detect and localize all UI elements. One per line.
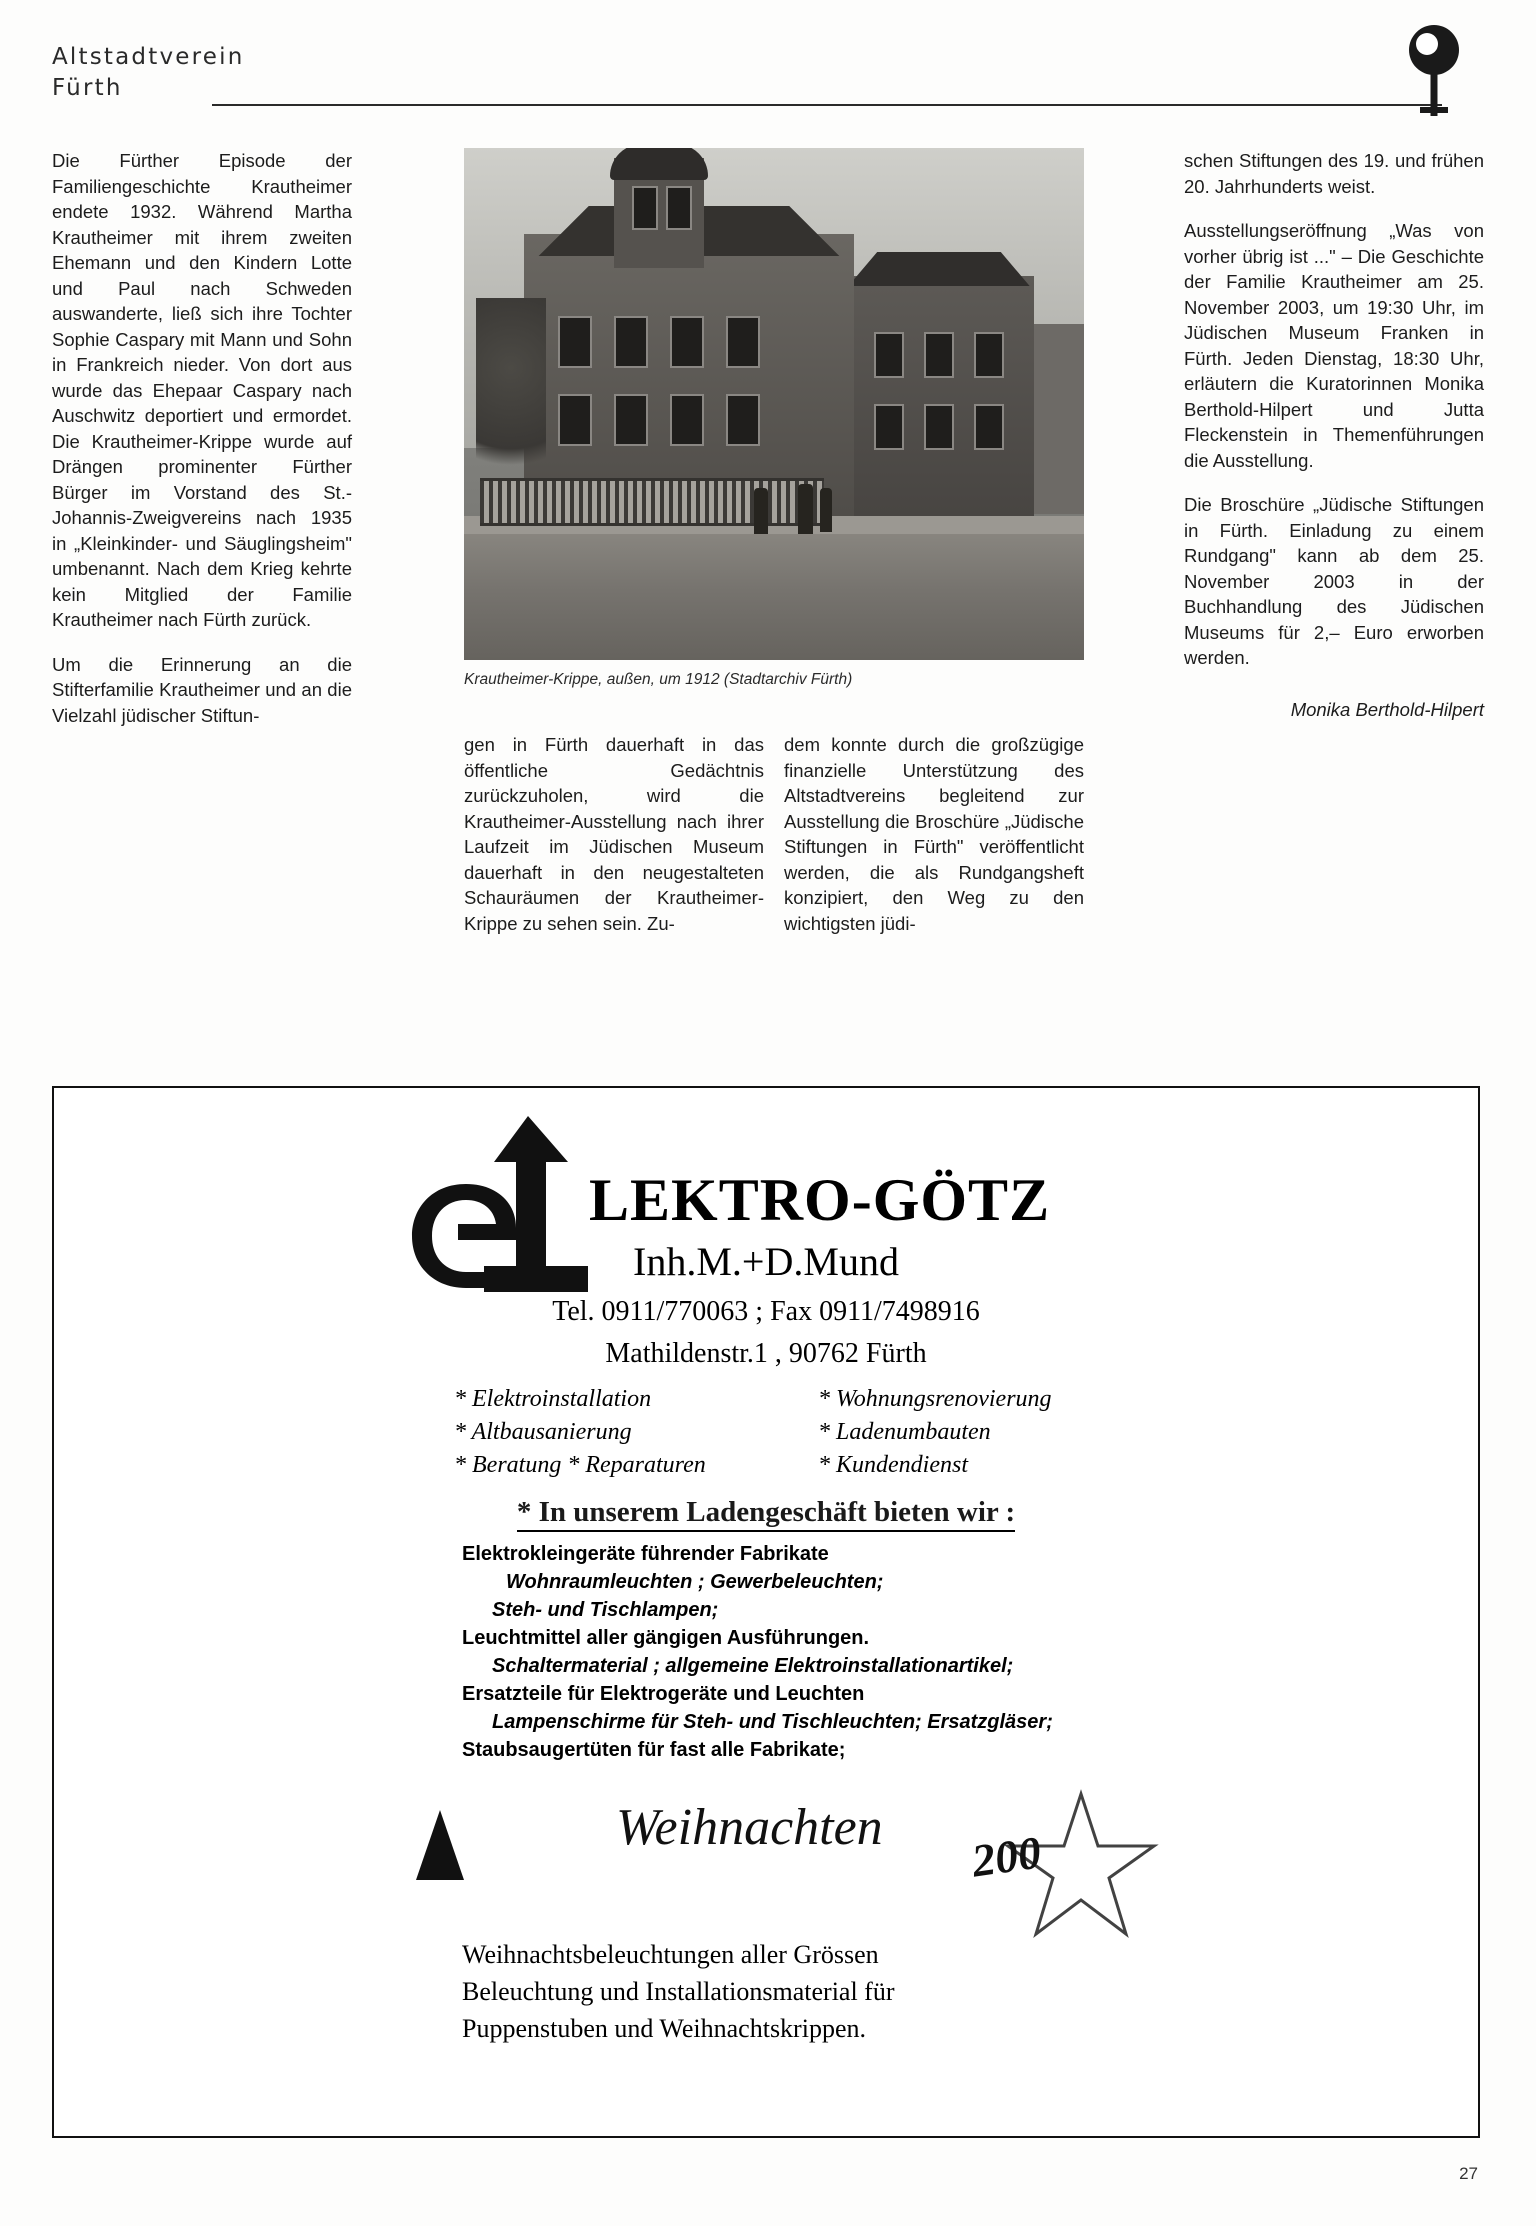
ad-shop-item: Leuchtmittel aller gängigen Ausführungen. [462, 1627, 870, 1649]
ad-service-item: * Elektroinstallation [454, 1386, 652, 1412]
photo-window [728, 396, 758, 444]
ad-services [454, 1386, 1154, 1485]
photo-window [926, 334, 952, 376]
photo-person [820, 488, 832, 532]
ad-service-row [454, 1386, 1154, 1413]
ad-shop-list [462, 1540, 1162, 1764]
masthead-line-2: Fürth [52, 75, 123, 102]
masthead [52, 42, 1484, 112]
paragraph: Ausstellungseröffnung „Was von vorher übrig ist ..." – Die Geschichte der Familie Krautheimer am 25. November 2003, um 19:30 Uhr, im Jüdischen Museum Franken in Fürth. Jeden Dienstag, 18:30 Uhr, erläutern die Kuratorinnen Monika Berthold-Hilpert und Jutta Fleckenstein in Themenführungen die Ausstellung. [1184, 220, 1484, 471]
article-author: Monika Berthold-Hilpert [1290, 698, 1484, 720]
ad-footer-text [462, 1936, 1222, 2047]
photo-krautheimer-krippe [464, 148, 1084, 660]
ad-shop-heading: * In unserem Ladengeschäft bieten wir : [517, 1496, 1015, 1532]
ad-address: Mathildenstr.1 , 90762 Fürth [605, 1338, 927, 1369]
article-column-1 [52, 148, 352, 747]
article-column-4 [1184, 148, 1484, 722]
ad-shop-item: Lampenschirme für Steh- und Tischleuchten; Ersatzgläser; [492, 1711, 1053, 1733]
ad-footer-line: Weihnachtsbeleuchtungen aller Grössen [462, 1940, 879, 1969]
ad-shop-item: Ersatzteile für Elektrogeräte und Leuchten [462, 1683, 865, 1705]
ad-shop-item: Schaltermaterial ; allgemeine Elektroinstallationartikel; [492, 1655, 1014, 1677]
masthead-line-1: Altstadtverein [52, 44, 245, 70]
article-column-2 [464, 732, 764, 955]
photo-window [976, 406, 1002, 448]
photo-tower-cap [610, 148, 708, 180]
photo-window [976, 334, 1002, 376]
paragraph: Die Fürther Episode der Familiengeschichte Krautheimer endete 1932. Während Martha Krautheimer mit ihrem zweiten Ehemann und den Kindern Lotte und Paul nach Schweden auswanderte, ließ sich ihre Tochter Sophie Caspary mit Mann und Sohn in Frankreich nieder. Von dort aus wurde das Ehepaar Caspary nach Auschwitz deportiert und ermordet. Die Krautheimer-Krippe wurde auf Drängen prominenter Fürther Bürger im Vorstand des St.-Johannis-Zweigvereins nach 1935 in „Kleinkinder- und Säuglingsheim" umbenannt. Nach dem Krieg kehrte kein Mitglied der Familie Krautheimer nach Fürth zurück. [52, 150, 352, 630]
photo-window [560, 396, 590, 444]
advertisement-elektro-goetz [52, 1086, 1480, 2138]
photo-fence [480, 478, 824, 526]
ad-shop-item: Steh- und Tischlampen; [492, 1599, 719, 1621]
photo-window [926, 406, 952, 448]
photo-window [876, 406, 902, 448]
ad-shop-item: Elektrokleingeräte führender Fabrikate [462, 1543, 829, 1565]
masthead-title [52, 42, 1484, 104]
ad-christmas-year: 200 [968, 1826, 1045, 1887]
photo-street [464, 534, 1084, 660]
paragraph: schen Stiftungen des 19. und frühen 20. Jahrhunderts weist. [1184, 150, 1484, 197]
ad-service-row [454, 1452, 1154, 1479]
paragraph: Um die Erinnerung an die Stifterfamilie Krautheimer und an die Vielzahl jüdischer Stiftun- [52, 653, 352, 726]
photo-window [728, 318, 758, 366]
paragraph: dem konnte durch die großzügige finanzielle Unterstützung des Altstadtvereins begleitend zur Ausstellung die Broschüre „Jüdische Stiftungen in Fürth" veröffentlicht werden, die als Rundgangsheft konzipiert, den Weg zu den wichtigsten jüdi- [784, 734, 1084, 934]
photo-window [672, 396, 702, 444]
article-photo [464, 148, 1084, 689]
photo-window [672, 318, 702, 366]
christmas-tree-icon [416, 1810, 464, 1880]
masthead-rule [212, 104, 1442, 106]
ad-owner: Inh.M.+D.Mund [633, 1239, 899, 1284]
ad-service-item: * Altbausanierung [454, 1419, 632, 1445]
photo-caption: Krautheimer-Krippe, außen, um 1912 (Stadtarchiv Fürth) [464, 671, 853, 688]
paragraph: gen in Fürth dauerhaft in das öffentliche Gedächtnis zurückzuholen, wird die Krautheimer-Ausstellung nach ihrer Laufzeit im Jüdischen Museum dauerhaft in den neugestalteten Schauräumen der Krautheimer-Krippe zu sehen sein. Zu- [464, 734, 764, 934]
ad-christmas-word: Weihnachten [616, 1799, 883, 1856]
ad-service-item: * Kundendienst [818, 1452, 968, 1478]
ad-christmas-graphic [406, 1788, 1166, 1928]
photo-window [876, 334, 902, 376]
altstadtverein-logo-icon [1394, 24, 1474, 116]
photo-window [634, 188, 656, 228]
ad-title: LEKTRO-GÖTZ [589, 1167, 1051, 1233]
page-number: 27 [1459, 2164, 1478, 2183]
ad-shop-item: Wohnraumleuchten ; Gewerbeleuchten; [506, 1571, 884, 1593]
ad-service-item: * Ladenumbauten [818, 1419, 991, 1445]
photo-building-right [844, 276, 1034, 526]
ad-shop-heading-wrap [54, 1496, 1478, 1529]
ad-service-item: * Beratung * Reparaturen [454, 1452, 706, 1478]
photo-person [798, 484, 813, 534]
photo-tree [476, 298, 546, 498]
paragraph: Die Broschüre „Jüdische Stiftungen in Fürth. Einladung zu einem Rundgang" kann ab dem 25. November 2003 in der Buchhandlung des Jüdischen Museums für 2,– Euro erworben werden. [1184, 494, 1484, 668]
ad-telephone: Tel. 0911/770063 ; Fax 0911/7498916 [552, 1296, 980, 1327]
photo-window [668, 188, 690, 228]
ad-footer-line: Beleuchtung und Installationsmaterial für [462, 1977, 895, 2006]
photo-person [754, 488, 768, 534]
photo-window [560, 318, 590, 366]
photo-window [616, 318, 646, 366]
photo-window [616, 396, 646, 444]
ad-footer-line: Puppenstuben und Weihnachtskrippen. [462, 2014, 866, 2043]
ad-service-row [454, 1419, 1154, 1446]
ad-service-item: * Wohnungsrenovierung [818, 1386, 1052, 1412]
ad-shop-item: Staubsaugertüten für fast alle Fabrikate; [462, 1739, 846, 1761]
article-column-3 [784, 732, 1084, 955]
